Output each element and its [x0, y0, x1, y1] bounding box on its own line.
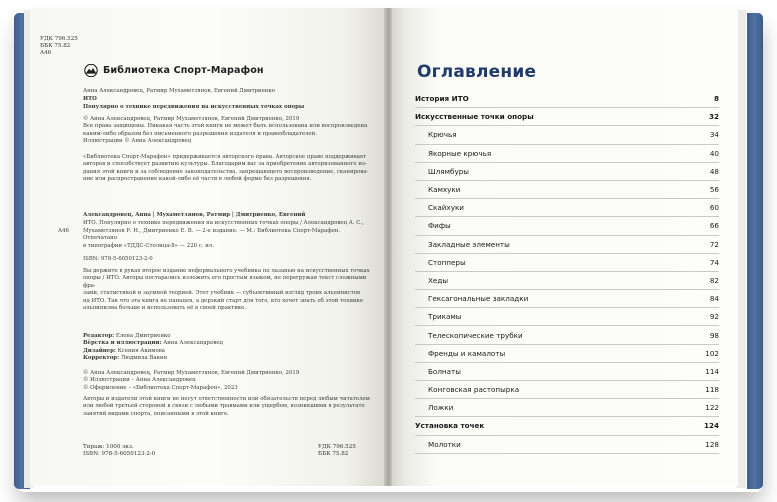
toc-entry-page: 34: [709, 130, 719, 140]
mountain-peaks-icon: [83, 64, 99, 77]
toc-entry-page: 114: [705, 366, 719, 376]
toc-entry-page: 72: [709, 239, 719, 249]
disclaimer: [83, 396, 375, 418]
toc-entry: [415, 236, 719, 254]
toc-entry: [415, 272, 719, 290]
copyright-block: [83, 116, 373, 146]
rights-line: авторов и способствует развитию культуры. Благодарим вас за приобретение авторизованного из-: [83, 161, 367, 168]
catalog-code: А46: [58, 228, 69, 234]
toc-entry: [415, 290, 719, 308]
toc-entry: [415, 163, 719, 181]
print-info: [83, 444, 155, 458]
toc-entry-page: 40: [709, 148, 719, 158]
authors-line: Анна Александровец, Ратмир Мухаметзянов, Евгений Дмитриенко: [83, 88, 276, 94]
catalog-line: Мухаметзянов Р. Н., Дмитриенко Е. В. — 2-е издание. — М.: Библиотека Спорт-Марафон. Отпечатано: [83, 227, 341, 242]
toc-entry-label: Трикамы: [428, 312, 462, 322]
annotation: [83, 268, 375, 312]
credit-line: Корректор: Людмила Вакин: [83, 355, 168, 362]
toc-entry-label: Якорные крючья: [428, 148, 492, 158]
toc-entry-label: Молотки: [428, 439, 461, 449]
credit-line: Дизайнер: Ксения Акимова: [83, 347, 165, 354]
copyright-line: Все права защищены. Никакая часть этой книги не может быть использована или воспроизведена: [83, 123, 368, 130]
toc-entry-page: 102: [705, 348, 719, 358]
toc-entry: [415, 108, 719, 126]
toc-entry: [415, 345, 719, 363]
toc-entry-label: Болнаты: [428, 366, 461, 376]
toc-entry: [415, 381, 719, 399]
toc-entry: [415, 90, 719, 108]
toc-entry: [415, 308, 719, 326]
book-spine: [384, 8, 392, 486]
credits: [83, 333, 373, 363]
toc-entry-label: Камхуки: [428, 185, 461, 195]
toc-entry-label: Гексагональные закладки: [428, 294, 529, 304]
toc-entry-label: История ИТО: [415, 94, 469, 104]
udk-bottom-line: УДК 796.525: [318, 444, 356, 450]
toc-entry: [415, 436, 719, 454]
disclaimer-line: занятий видами спорта, описанными в этой книге.: [83, 410, 229, 417]
annotation-line: на ИТО. Так что эта книга не панацея, а дерзкий старт для того, кто хочет знать об этой технике: [83, 297, 364, 304]
toc-entry-page: 98: [709, 330, 719, 340]
annotation-line: альпинизма больше и использовать её в своей практике.: [83, 305, 247, 312]
catalog-authors: Александровец, Анна | Мухаметзянов, Ратмир | Дмитриенко, Евгений: [83, 212, 306, 218]
toc-entry-page: 82: [709, 275, 719, 285]
toc-entry: [415, 363, 719, 381]
toc-entry-page: 74: [709, 257, 719, 267]
toc-entry-page: 32: [708, 112, 719, 122]
toc-entry-page: 60: [709, 203, 719, 213]
toc-entry: [415, 399, 719, 417]
toc-entry: [415, 417, 719, 435]
toc-entry-label: Конговская растопырка: [428, 385, 520, 395]
disclaimer-line: Авторы и издатели этой книги не несут ответственности или обязательств перед любым читателем: [83, 396, 370, 402]
book-title: ИТО: [83, 96, 97, 102]
toc-entry-page: 48: [709, 166, 719, 176]
toc-entry: [415, 217, 719, 235]
toc-entry-label: Френды и камалоты: [428, 348, 506, 358]
copyright-second-line: © Оформление – «Библиотека Спорт-Марафон», 2023: [83, 384, 238, 391]
toc-entry-page: 124: [703, 421, 719, 431]
catalog-line: в типографии «ТДДС-Столица-8» — 220 с. ил.: [83, 242, 214, 249]
copyright-line: каким-либо образом без письменного разрешения издателя и правообладателей.: [83, 130, 317, 137]
copyright-second-line: © Анна Александровец, Ратмир Мухаметзянов, Евгений Дмитриенко, 2019: [83, 370, 300, 376]
toc-entry-label: Фифы: [428, 221, 451, 231]
disclaimer-line: или любой третьей стороной в связи с любыми травмами или ущербом, возникшими в результате: [83, 403, 365, 410]
udk-top-line: УДК 796.525: [40, 36, 78, 42]
print-info-line: ISBN: 978-5-6050123-2-0: [83, 451, 156, 457]
copyright-second: [83, 370, 373, 392]
toc-entry-page: 122: [705, 403, 719, 413]
toc-entry-label: Скайхуки: [428, 203, 464, 213]
udk-bottom: [318, 444, 356, 458]
toc-entry-page: 92: [709, 312, 719, 322]
publisher-logo: [83, 64, 264, 77]
toc-entry-label: Ложки: [428, 403, 454, 413]
toc-entry-page: 84: [709, 294, 719, 304]
book-cover-right-edge: [747, 13, 763, 489]
rights-line: ние или распространение какой-либо её части в любой форме без разрешения.: [83, 176, 312, 183]
toc-entry-label: Шлямбуры: [428, 166, 469, 176]
annotation-line: опоры / ИТО. Авторы постарались изложить его простым языком, не перегружая текст сложными фра-: [83, 275, 367, 289]
toc-entry-label: Телескопические трубки: [428, 330, 523, 340]
annotation-line: Вы держите в руках второе издание неформального учебника по лазанью на искусственных точках: [83, 268, 370, 274]
udk-top-line: ББК 75.82: [40, 43, 71, 49]
toc-entry-page: 118: [705, 385, 719, 395]
udk-bottom-line: ББК 75.82: [318, 451, 349, 457]
toc-entry-label: Установка точек: [415, 421, 485, 431]
copyright-line: Иллюстрации © Анна Александровец: [83, 138, 192, 145]
toc-entry-label: Закладные элементы: [428, 239, 510, 249]
toc-entry: [415, 145, 719, 163]
toc-entry-page: 56: [709, 185, 719, 195]
toc-entry: [415, 254, 719, 272]
toc-entry-page: 128: [705, 439, 719, 449]
udk-top-line: А46: [40, 50, 52, 56]
toc-entry-label: Крючья: [428, 130, 457, 140]
publisher-logo-text: Библиотека Спорт-Марафон: [103, 65, 264, 76]
book-subtitle: Популярно о технике передвижения на искусственных точках опоры: [83, 104, 305, 110]
toc-entry-label: Искусственные точки опоры: [415, 112, 534, 122]
copyright-second-line: © Иллюстрации – Анна Александровец: [83, 377, 196, 384]
toc-entry: [415, 199, 719, 217]
toc-entry: [415, 326, 719, 344]
toc-entry-page: 66: [709, 221, 719, 231]
catalog-line: ИТО. Популярно о технике передвижения на искусственных точках опоры / Александровец А. С.,: [83, 220, 364, 227]
toc-entry-label: Стопперы: [428, 257, 466, 267]
print-info-line: Тираж: 1000 экз.: [83, 444, 134, 450]
catalog-lines: [83, 220, 373, 250]
credit-line: Вёрстка и иллюстрации: Анна Александровец: [83, 340, 224, 347]
rights-block: [83, 154, 375, 184]
rights-line: «Библиотека Спорт-Марафон» придерживается авторского права. Авторское право поддерживает: [83, 154, 367, 160]
toc-entry-page: 8: [713, 94, 719, 104]
catalog-entry: [83, 212, 373, 250]
toc-title: Оглавление: [417, 62, 537, 82]
copyright-line: © Анна Александровец, Ратмир Мухаметзянов, Евгений Дмитриенко, 2019: [83, 116, 300, 122]
table-of-contents: [415, 90, 719, 454]
credit-line: Редактор: Елена Дмитриенко: [83, 333, 171, 339]
annotation-line: зами, статистикой и заумной теорией. Этот учебник — субъективный взгляд троих альпинистов: [83, 290, 361, 297]
udk-top: [40, 36, 78, 57]
isbn: ISBN: 978-5-6050123-2-0: [83, 256, 153, 262]
toc-entry: [415, 126, 719, 144]
toc-entry: [415, 181, 719, 199]
toc-entry-label: Хеды: [428, 275, 448, 285]
rights-line: дания этой книги и за соблюдение законодательства, запрещающего воспроизведение, сканирова-: [83, 168, 369, 175]
